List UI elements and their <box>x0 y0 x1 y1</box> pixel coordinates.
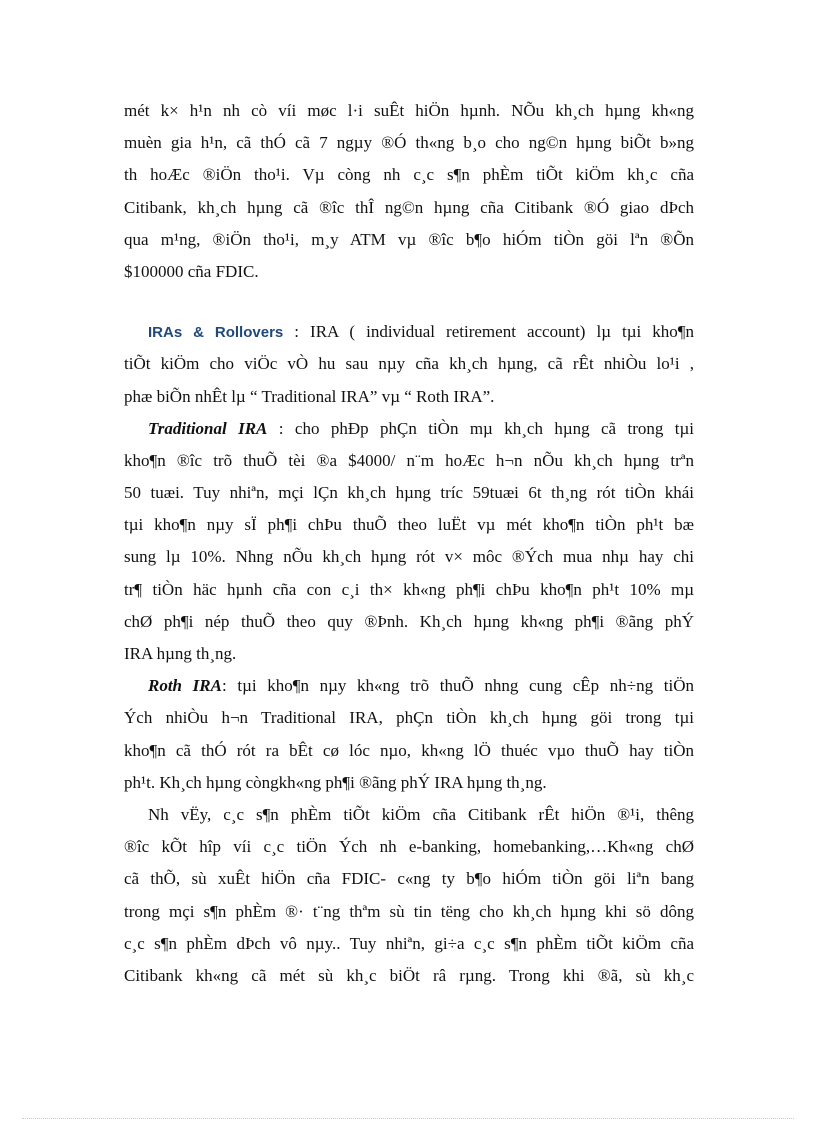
text-line: Citibank kh«ng cã mét sù kh¸c biÖt râ rµng. Trong khi ®ã, sù kh¸c <box>124 965 694 985</box>
text-line: cã thÕ, sù xuÊt hiÖn cña FDIC- c«ng ty b¶o hiÓm tiÒn göi liªn bang <box>124 869 694 889</box>
text-line: ®îc kÕt hîp víi c¸c tiÖn Ých nh e-banking, homebanking,…Kh«ng chØ <box>124 837 694 857</box>
ira-intro-text: : IRA ( individual retirement account) lµ tµi kho¶n <box>283 322 695 342</box>
text-line: phæ biÕn nhÊt lµ “ Traditional IRA” vµ “ Roth IRA”. <box>124 386 495 406</box>
ira-heading: IRAs & Rollovers <box>148 324 284 342</box>
traditional-ira-intro: : cho phÐp phÇn tiÒn mµ kh¸ch hµng cã trong tµi <box>267 418 695 438</box>
text-line: tµi kho¶n nµy sÏ ph¶i chÞu thuÕ theo luËt vµ mét kho¶n tiÒn ph¹t bæ <box>124 515 694 535</box>
text-line: mét k× h¹n nh cò víi møc l·i suÊt hiÖn hµnh. NÕu kh¸ch hµng kh«ng <box>124 101 694 120</box>
document-page <box>124 95 694 992</box>
text-line: Citibank, kh¸ch hµng cã ®îc thÎ ng©n hµng cña Citibank ®Ó giao dÞch <box>124 197 694 217</box>
text-line: sung lµ 10%. Nhng nÕu kh¸ch hµng rót v× môc ®Ých mua nhµ hay chi <box>124 547 694 567</box>
text-line: th hoÆc ®iÖn tho¹i. Vµ còng nh c¸c s¶n phÈm tiÕt kiÖm kh¸c cña <box>124 165 694 185</box>
paragraph-gap <box>124 288 694 316</box>
traditional-ira-term: Traditional IRA <box>148 418 268 438</box>
text-line: muèn gia h¹n, cã thÓ cã 7 ngµy ®Ó th«ng b¸o cho ng©n hµng biÕt b»ng <box>124 133 694 153</box>
text-line: Ých nhiÒu h¬n Traditional IRA, phÇn tiÒn kh¸ch hµng göi trong tµi <box>124 708 694 728</box>
text-line: qua m¹ng, ®iÖn tho¹i, m¸y ATM vµ ®îc b¶o hiÓm tiÒn göi lªn ®Õn <box>124 229 694 249</box>
text-line <box>124 413 694 445</box>
text-line: $100000 cña FDIC. <box>124 261 259 281</box>
paragraph-conclusion <box>124 799 694 992</box>
text-line <box>124 670 694 702</box>
text-line: ph¹t. Kh¸ch hµng còngkh«ng ph¶i ®ãng phÝ IRA hµng th¸ng. <box>124 772 547 792</box>
paragraph-ira <box>124 316 694 413</box>
text-line: IRA hµng th¸ng. <box>124 644 237 663</box>
text-line: kho¶n ®îc trõ thuÕ tèi ®a $4000/ n¨m hoÆc h¬n nÕu kh¸ch hµng trªn <box>124 450 694 470</box>
page-bottom-rule <box>22 1118 794 1119</box>
paragraph-roth-ira <box>124 670 694 799</box>
text-line: trong mçi s¶n phÈm ®· t¨ng thªm sù tin tëng cho kh¸ch hµng khi sö dông <box>124 901 694 921</box>
text-line: tiÕt kiÖm cho viÖc vÒ hu sau nµy cña kh¸ch hµng, cã rÊt nhiÒu lo¹i , <box>124 354 694 374</box>
paragraph-traditional-ira <box>124 413 694 671</box>
text-line <box>124 316 694 348</box>
text-line: 50 tuæi. Tuy nhiªn, mçi lÇn kh¸ch hµng tríc 59tuæi 6t th¸ng rót tiÒn khái <box>124 483 694 503</box>
roth-ira-intro: : tµi kho¶n nµy kh«ng trõ thuÕ nhng cung cÊp nh÷ng tiÖn <box>221 676 695 696</box>
text-line: tr¶ tiÒn häc hµnh cña con c¸i th× kh«ng ph¶i chÞu kho¶n ph¹t 10% mµ <box>124 579 694 599</box>
text-line: chØ ph¶i nép thuÕ theo quy ®Þnh. Kh¸ch hµng kh«ng ph¶i ®ãng phÝ <box>124 611 694 631</box>
text-line: c¸c s¶n phÈm dÞch vô nµy.. Tuy nhiªn, gi÷a c¸c s¶n phÈm tiÕt kiÖm cña <box>124 933 694 953</box>
roth-ira-term: Roth IRA <box>148 676 222 696</box>
text-line: kho¶n cã thÓ rót ra bÊt cø lóc nµo, kh«ng lÖ thuéc vµo thuÕ hay tiÒn <box>124 740 694 760</box>
text-line: Nh vËy, c¸c s¶n phÈm tiÕt kiÖm cña Citibank rÊt hiÖn ®¹i, thêng <box>148 804 694 824</box>
paragraph-term-deposit <box>124 95 694 288</box>
